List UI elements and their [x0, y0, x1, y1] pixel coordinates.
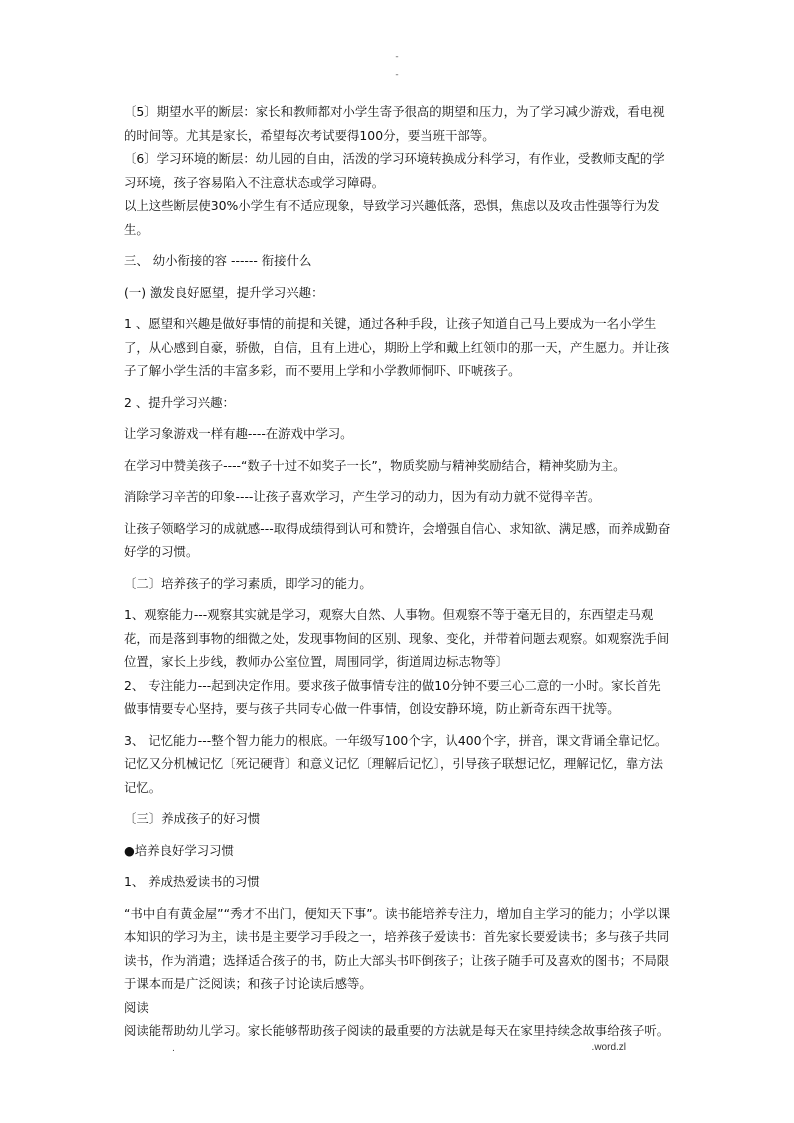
- paragraph-memory: 3、 记忆能力---整个智力能力的根底。一年级写100个字，认400个字，拼音，课文背诵全靠记忆。记忆又分机械记忆〔死记硬背〕和意义记忆〔理解后记忆〕，引导孩子联想记忆，理解记忆，靠方法记忆。: [124, 732, 668, 795]
- paragraph-gap-summary: 以上这些断层使30%小学生有不适应现象，导致学习兴趣低落，恐惧，焦虑以及攻击性强等行为发生。: [124, 198, 660, 237]
- paragraph-achievement: 让孩子领略学习的成就感---取得成绩得到认可和赞许，会增强自信心、求知欲、满足感，而养成勤奋好学的习惯。: [124, 520, 671, 559]
- paragraph-no-hardship: 消除学习辛苦的印象----让孩子喜欢学习，产生学习的动力，因为有动力就不觉得辛苦。: [124, 489, 601, 504]
- heading-reading: 阅读: [124, 999, 149, 1015]
- subheading-good-habits: 〔三〕养成孩子的好习惯: [124, 811, 261, 826]
- paragraph-reading-books: “书中自有黄金屋”“秀才不出门，便知天下事”。读书能培养专注力，增加自主学习的能力；小学以课本知识的学习为主，读书是主要学习手段之一，培养孩子爱读书：首先家长要爱读书；多与孩子共同读书，作为消遣；选择适合孩子的书，防止大部头书吓倒孩子；让孩子随手可及喜欢的图书；不局限于课本而是广泛阅读；和孩子讨论读后感等。: [124, 905, 671, 991]
- paragraph-focus: 2、 专注能力---起到决定作用。要求孩子做事情专注的做10分钟不要三心二意的一小时。家长首先做事情要专心坚持，要与孩子共同专心做一件事情，创设安静环境，防止新奇东西干扰等。: [124, 677, 661, 716]
- footer-left-mark: .: [172, 1044, 175, 1054]
- paragraph-reading-help: 阅读能帮助幼儿学习。家长能够帮助孩子阅读的最重要的方法就是每天在家里持续念故事给孩子听。: [124, 1023, 670, 1038]
- paragraph-game-learning: 让学习象游戏一样有趣----在游戏中学习。: [124, 426, 353, 441]
- paragraph-environment-gap: 〔6〕学习环境的断层：幼儿园的自由，活泼的学习环境转换成分科学习，有作业，受教师支配的学习环境，孩子容易陷入不注意状态或学习障碍。: [124, 151, 665, 190]
- footer-right-mark: .word.zl: [591, 1042, 626, 1053]
- subheading-interest: (一) 激发良好愿望，提升学习兴趣：: [124, 284, 324, 300]
- subheading-learning-quality: 〔二〕培养孩子的学习素质，即学习的能力。: [124, 575, 372, 591]
- bullet-study-habits: ●培养良好学习习惯: [124, 842, 234, 858]
- header-mark-bottom: -: [395, 70, 399, 80]
- paragraph-observation: 1、观察能力---观察其实就是学习，观察大自然、人事物。但观察不等于毫无目的，东西望走马观花，而是落到事物的细微之处，发现事物间的区别、现象、变化，并带着问题去观察。如观察洗手间位置，家长上步线，教师办公室位置，周围同学，街道周边标志物等〕: [124, 607, 670, 669]
- paragraph-expectation-gap: 〔5〕期望水平的断层：家长和教师都对小学生寄予很高的期望和压力，为了学习减少游戏，看电视的时间等。尤其是家长，希望每次考试要得100分，要当班干部等。: [124, 104, 665, 143]
- header-mark-top: -: [395, 52, 399, 62]
- item-reading-habit: 1、 养成热爱读书的习惯: [124, 874, 260, 889]
- document-body: [124, 100, 672, 1051]
- paragraph-wish-interest: 1 、愿望和兴趣是做好事情的前提和关键，通过各种手段，让孩子知道自己马上要成为一名小学生了，从心感到自豪，骄傲，自信，且有上进心，期盼上学和戴上红领巾的那一天，产生愿力。并让孩子了解小学生活的丰富多彩，而不要用上学和小学教师恫吓、吓唬孩子。: [124, 316, 670, 378]
- paragraph-praise: 在学习中赞美孩子----“数子十过不如奖子一长”，物质奖励与精神奖励结合，精神奖励为主。: [124, 457, 626, 473]
- section-heading-3: 三、 幼小衔接的容 ------ 衔接什么: [124, 253, 312, 268]
- paragraph-raise-interest: 2 、提升学习兴趣：: [124, 394, 235, 410]
